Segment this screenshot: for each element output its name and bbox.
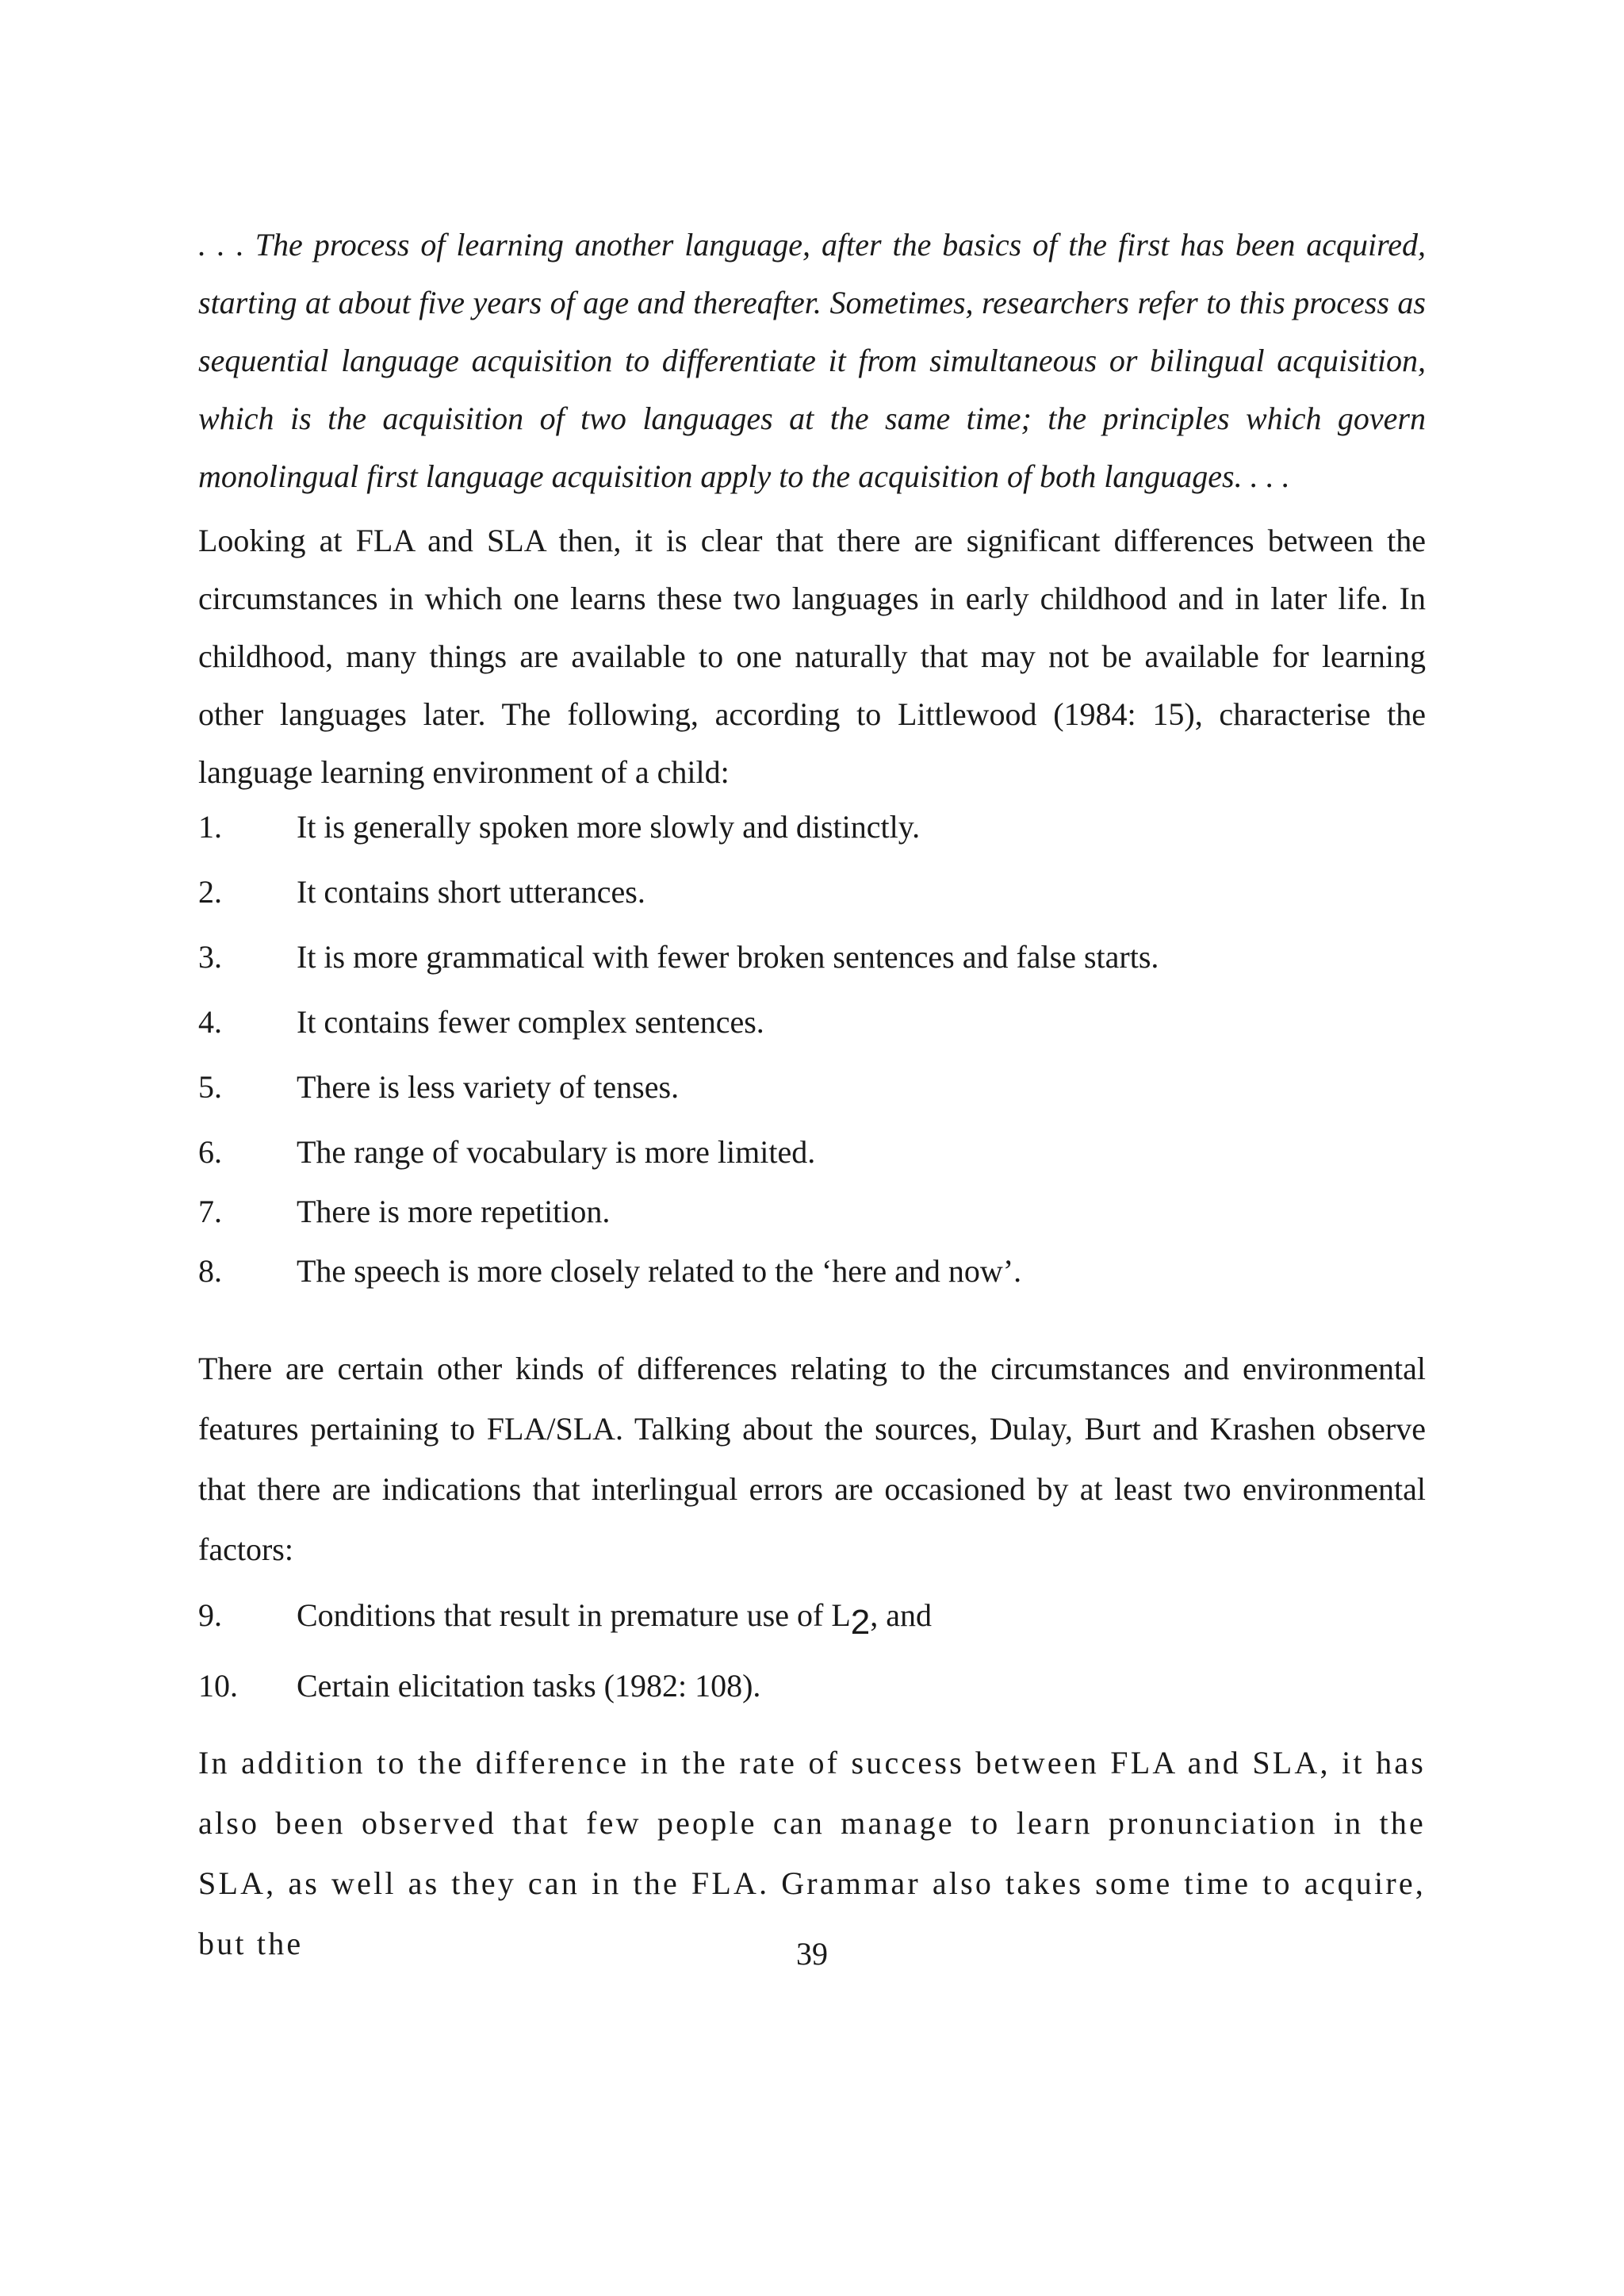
list-item <box>198 1666 1426 1706</box>
list-item-number: 2. <box>198 874 222 910</box>
list-item <box>198 872 1426 912</box>
list-item <box>198 1251 1426 1291</box>
list-item-text: The range of vocabulary is more limited. <box>297 1134 816 1170</box>
list-item-text: There is less variety of tenses. <box>297 1069 680 1105</box>
block-quote: . . . The process of learning another language, after the basics of the first has been acquired, starting at about five years of age and thereafter. Sometimes, researchers refer to this process as sequential language acquisition to differentiate it from simultaneous or bilingual acquisition, which is the acquisition of two languages at the same time; the principles which govern monolingual first language acquisition apply to the acquisition of both languages. . . . <box>198 227 1426 494</box>
list-item-text: Certain elicitation tasks (1982: 108). <box>297 1668 761 1704</box>
list-item <box>198 1596 1426 1642</box>
page-number: 39 <box>796 1936 828 1972</box>
list-item-text: The speech is more closely related to the ‘here and now’. <box>297 1253 1022 1289</box>
list-item-text-end: , and <box>870 1597 932 1633</box>
list-item-number: 4. <box>198 1004 222 1040</box>
list-item <box>198 1002 1426 1042</box>
list-item-text: It contains fewer complex sentences. <box>297 1004 764 1040</box>
list-item-number: 6. <box>198 1134 222 1170</box>
list-item-text: It is generally spoken more slowly and distinctly. <box>297 809 921 845</box>
list-item-number: 3. <box>198 939 222 975</box>
list-item-text: Conditions that result in premature use of L <box>297 1597 851 1633</box>
paragraph-1: Looking at FLA and SLA then, it is clear that there are significant differences between the circumstances in which one learns these two languages in early childhood and in later life. In childhood, many things are available to one naturally that may not be available for learning other languages later. The following, according to Littlewood (1984: 15), characterise the language learning environment of a child: <box>198 523 1426 790</box>
list-item-text: It is more grammatical with fewer broken sentences and false starts. <box>297 939 1159 975</box>
list-item-number: 7. <box>198 1194 222 1229</box>
list-item-text: There is more repetition. <box>297 1194 611 1229</box>
list-item <box>198 1068 1426 1107</box>
list-item-number: 5. <box>198 1069 222 1105</box>
list-item <box>198 937 1426 977</box>
list-item <box>198 1192 1426 1232</box>
paragraph-2: There are certain other kinds of differences relating to the circumstances and environmental features pertaining to FLA/SLA. Talking about the sources, Dulay, Burt and Krashen observe that there are indications that interlingual errors are occasioned by at least two environmental factors: <box>198 1351 1426 1567</box>
list-item-number: 8. <box>198 1253 222 1289</box>
list-item <box>198 807 1426 847</box>
list-item-number: 10. <box>198 1668 238 1704</box>
subscript-text: 2 <box>850 1603 871 1642</box>
paragraph-3: In addition to the difference in the rate of success between FLA and SLA, it has also been observed that few people can manage to learn pronunciation in the SLA, as well as they can in the FLA. Grammar also takes some time to acquire, but the <box>198 1745 1426 1961</box>
list-item-number: 9. <box>198 1597 222 1633</box>
list-item-text: It contains short utterances. <box>297 874 645 910</box>
list-item <box>198 1133 1426 1172</box>
list-item-number: 1. <box>198 809 222 845</box>
